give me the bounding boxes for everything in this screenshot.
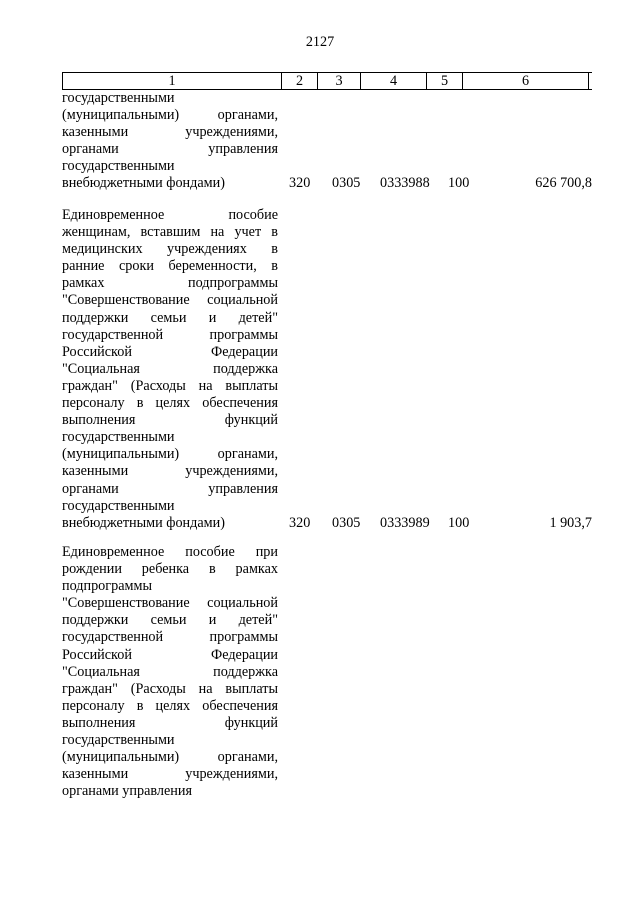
description-line: внебюджетными фондами) bbox=[62, 175, 225, 192]
description-line: государственной программы bbox=[62, 629, 278, 646]
description-line: государственными bbox=[62, 429, 175, 446]
description-line: персоналу в целях обеспечения bbox=[62, 697, 278, 714]
target-article-code: 0333988 bbox=[380, 175, 430, 192]
description-line: (муниципальными) органами, bbox=[62, 446, 278, 463]
description-line: Единовременное пособие bbox=[62, 207, 278, 223]
description-line: внебюджетными фондами) bbox=[62, 514, 225, 531]
section-code: 320 bbox=[289, 175, 311, 192]
description-line: женщинам, вставшим на учет в bbox=[62, 224, 278, 241]
description-line: государственными bbox=[62, 732, 175, 749]
description-line: Российской Федерации bbox=[62, 646, 278, 663]
description-line: поддержки семьи и детей" bbox=[62, 612, 278, 629]
amount: 1 903,7 bbox=[549, 514, 592, 531]
description-line: граждан" (Расходы на выплаты bbox=[62, 680, 278, 697]
description-line: (муниципальными) органами, bbox=[62, 749, 278, 766]
description-line: органами управления bbox=[62, 783, 192, 800]
description-line: ранние сроки беременности, в bbox=[62, 258, 278, 275]
description-line: казенными учреждениями, bbox=[62, 124, 278, 141]
description-line: государственной программы bbox=[62, 326, 278, 343]
description-line: органами управления bbox=[62, 141, 278, 158]
expense-type-code: 100 bbox=[448, 514, 470, 531]
subsection-code: 0305 bbox=[332, 175, 361, 192]
row-description bbox=[62, 544, 278, 800]
description-line: персоналу в целях обеспечения bbox=[62, 395, 278, 412]
description-line: "Совершенствование социальной bbox=[62, 292, 278, 309]
description-line: медицинских учреждениях в bbox=[62, 241, 278, 258]
description-line: органами управления bbox=[62, 480, 278, 497]
row-description bbox=[62, 207, 278, 532]
description-line: государственными bbox=[62, 158, 175, 175]
table-row bbox=[62, 544, 592, 800]
description-line: рамках подпрограммы bbox=[62, 275, 278, 292]
column-header-1: 1 bbox=[62, 73, 281, 89]
description-line: рождении ребенка в рамках bbox=[62, 561, 278, 578]
description-line: выполнения функций bbox=[62, 412, 278, 429]
table-row bbox=[62, 207, 592, 532]
description-line: "Социальная поддержка bbox=[62, 360, 278, 377]
table-row bbox=[62, 90, 592, 193]
target-article-code: 0333989 bbox=[380, 514, 430, 531]
description-line: государственными bbox=[62, 497, 175, 514]
description-line: казенными учреждениями, bbox=[62, 766, 278, 783]
table-column-header-row bbox=[62, 72, 592, 90]
column-header-5: 5 bbox=[426, 73, 462, 89]
description-line: "Совершенствование социальной bbox=[62, 595, 278, 612]
description-line: Российской Федерации bbox=[62, 343, 278, 360]
expense-type-code: 100 bbox=[448, 175, 470, 192]
description-line: государственными bbox=[62, 90, 175, 106]
column-header-3: 3 bbox=[317, 73, 360, 89]
section-code: 320 bbox=[289, 514, 311, 531]
description-line: граждан" (Расходы на выплаты bbox=[62, 377, 278, 394]
description-line: казенными учреждениями, bbox=[62, 463, 278, 480]
column-header-2: 2 bbox=[281, 73, 317, 89]
description-line: "Социальная поддержка bbox=[62, 663, 278, 680]
amount: 626 700,8 bbox=[535, 175, 592, 192]
column-header-4: 4 bbox=[360, 73, 426, 89]
description-line: поддержки семьи и детей" bbox=[62, 309, 278, 326]
subsection-code: 0305 bbox=[332, 514, 361, 531]
description-line: подпрограммы bbox=[62, 578, 152, 595]
description-line: выполнения функций bbox=[62, 714, 278, 731]
page-number: 2127 bbox=[305, 34, 335, 50]
row-description bbox=[62, 90, 278, 193]
column-header-6: 6 bbox=[462, 73, 589, 89]
description-line: (муниципальными) органами, bbox=[62, 107, 278, 124]
description-line: Единовременное пособие при bbox=[62, 544, 278, 560]
